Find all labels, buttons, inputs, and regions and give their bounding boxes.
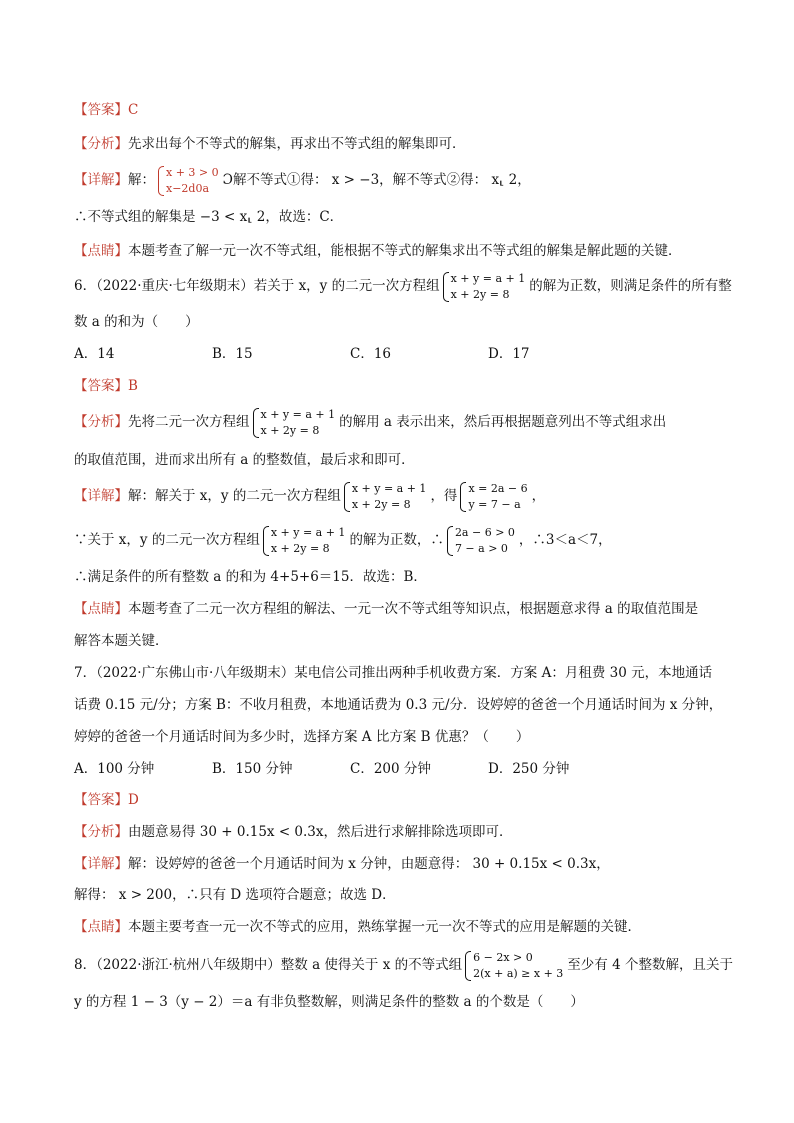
q5-comment-line — [74, 240, 682, 262]
q6-analysis-line: 【分析】先将二元一次方程组 x + y = a + 1 x + 2y = 8 的解用 a 表示出来，然后再根据题意列出不等式组求出 — [74, 407, 667, 437]
q6-analysis-system: x + y = a + 1 x + 2y = 8 — [252, 407, 336, 439]
q7-option-b: B．150 分钟 — [212, 761, 293, 777]
q5-answer: C — [128, 102, 139, 118]
q5-answer-line — [74, 99, 138, 121]
q6-solution: x = 2a − 6 y = 7 − a — [459, 481, 527, 513]
q6-comment-line2: 解答本题关键． — [74, 633, 169, 649]
q6-detail-line: 【详解】解：解关于 x，y 的二元一次方程组 x + y = a + 1 x + 2y = 8 ，得 x = 2a − 6 y = 7 − a ， — [74, 481, 546, 511]
q6-option-c: C．16 — [350, 346, 392, 362]
q7-answer-line: 【答案】D — [74, 792, 139, 808]
q6-options — [74, 343, 626, 365]
q6-conclusion: ∴满足条件的所有整数 a 的和为 4+5+6＝15．故选：B． — [74, 569, 427, 585]
q6-stem-line1: 6．（2022·重庆·七年级期末）若关于 x，y 的二元一次方程组 x + y = a + 1 x + 2y = 8 的解为正数，则满足条件的所有整 — [74, 271, 732, 301]
comment-label: 【点睛】 — [74, 243, 128, 259]
q8-stem-line2: y 的方程 1 − 3（y − 2）＝a 有非负整数解，则满足条件的整数 a 的个数是（ ） — [74, 994, 584, 1010]
q5-analysis: 先求出每个不等式的解集，再求出不等式组的解集即可． — [128, 136, 466, 152]
q7-answer: D — [128, 792, 139, 808]
q8-stem-line1: 8．（2022·浙江·杭州八年级期中）整数 a 使得关于 x 的不等式组 6 − 2x > 0 2(x + a) ≥ x + 3 至少有 4 个整数解，且关于 — [74, 950, 733, 980]
q6-detail-system: x + y = a + 1 x + 2y = 8 — [343, 481, 427, 513]
q5-system: x + 3 > 0 x−2d0a — [157, 165, 219, 197]
q7-analysis-line: 【分析】由题意易得 30 + 0.15x < 0.3x，然后进行求解排除选项即可． — [74, 824, 513, 840]
q6-system: x + y = a + 1 x + 2y = 8 — [442, 271, 526, 303]
q6-analysis-line2: 的取值范围，进而求出所有 a 的整数值，最后求和即可． — [74, 452, 415, 468]
q6-option-d: D．17 — [488, 346, 530, 362]
q6-inequalities: 2a − 6 > 0 7 − a > 0 — [446, 525, 515, 557]
q7-option-a: A．100 分钟 — [74, 761, 155, 777]
q5-detail-line: 【详解】解： x + 3 > 0 x−2d0a Ɔ解不等式①得： x > −3，解不等式②得： x⸤ 2， — [74, 165, 531, 195]
analysis-label: 【分析】 — [74, 136, 128, 152]
q6-option-a: A．14 — [74, 346, 115, 362]
q7-comment: 本题主要考查一元一次不等式的应用，熟练掌握一元一次不等式的应用是解题的关键． — [128, 919, 641, 935]
q6-because-system: x + y = a + 1 x + 2y = 8 — [262, 525, 346, 557]
q7-stem-line1: 7．（2022·广东佛山市·八年级期末）某电信公司推出两种手机收费方案．方案 A：月租费 30 元，本地通话 — [74, 665, 713, 681]
q7-analysis: 由题意易得 30 + 0.15x < 0.3x，然后进行求解排除选项即可． — [128, 824, 513, 840]
q6-because-line: ∵关于 x，y 的二元一次方程组 x + y = a + 1 x + 2y = 8 的解为正数，∴ 2a − 6 > 0 7 − a > 0 ，∴3＜a＜7， — [74, 525, 612, 555]
q6-answer: B — [128, 378, 138, 394]
q6-answer-line: 【答案】B — [74, 378, 138, 394]
q6-comment: 本题考查了二元一次方程组的解法、一元一次不等式组等知识点，根据题意求得 a 的取值范围是 — [128, 601, 699, 617]
q5-analysis-line — [74, 133, 466, 155]
q5-comment: 本题考查了解一元一次不等式组，能根据不等式的解集求出不等式组的解集是解此题的关键． — [128, 243, 682, 259]
q7-option-d: D．250 分钟 — [488, 761, 570, 777]
q7-conclusion: 解得： x > 200，∴只有 D 选项符合题意；故选 D． — [74, 887, 396, 903]
q5-detail: Ɔ解不等式①得： x > −3，解不等式②得： x⸤ 2， — [222, 172, 531, 188]
detail-label: 【详解】 — [74, 172, 128, 188]
q7-stem-line3: 婷婷的爸爸一个月通话时间为多少时，选择方案 A 比方案 B 优惠？（ ） — [74, 729, 530, 745]
q7-stem-line2: 话费 0.15 元/分；方案 B：不收月租费，本地通话费为 0.3 元/分．设婷婷的爸爸一个月通话时间为 x 分钟， — [74, 697, 723, 713]
q7-option-c: C．200 分钟 — [350, 761, 431, 777]
answer-label: 【答案】 — [74, 102, 128, 118]
q7-options — [74, 758, 626, 780]
q6-stem-line2: 数 a 的和为（ ） — [74, 314, 199, 330]
q7-detail: 解：设婷婷的爸爸一个月通话时间为 x 分钟，由题意得： 30 + 0.15x < 0.3x， — [128, 856, 610, 872]
q6-comment-line: 【点睛】本题考查了二元一次方程组的解法、一元一次不等式组等知识点，根据题意求得 a 的取值范围是 — [74, 601, 699, 617]
q7-comment-line: 【点睛】本题主要考查一元一次不等式的应用，熟练掌握一元一次不等式的应用是解题的关键． — [74, 919, 641, 935]
q6-option-b: B．15 — [212, 346, 253, 362]
q5-conclusion: ∴不等式组的解集是 −3 < x⸤ 2，故选：C． — [74, 209, 344, 225]
q7-detail-line: 【详解】解：设婷婷的爸爸一个月通话时间为 x 分钟，由题意得： 30 + 0.15x < 0.3x， — [74, 856, 610, 872]
q8-system: 6 − 2x > 0 2(x + a) ≥ x + 3 — [464, 950, 563, 982]
